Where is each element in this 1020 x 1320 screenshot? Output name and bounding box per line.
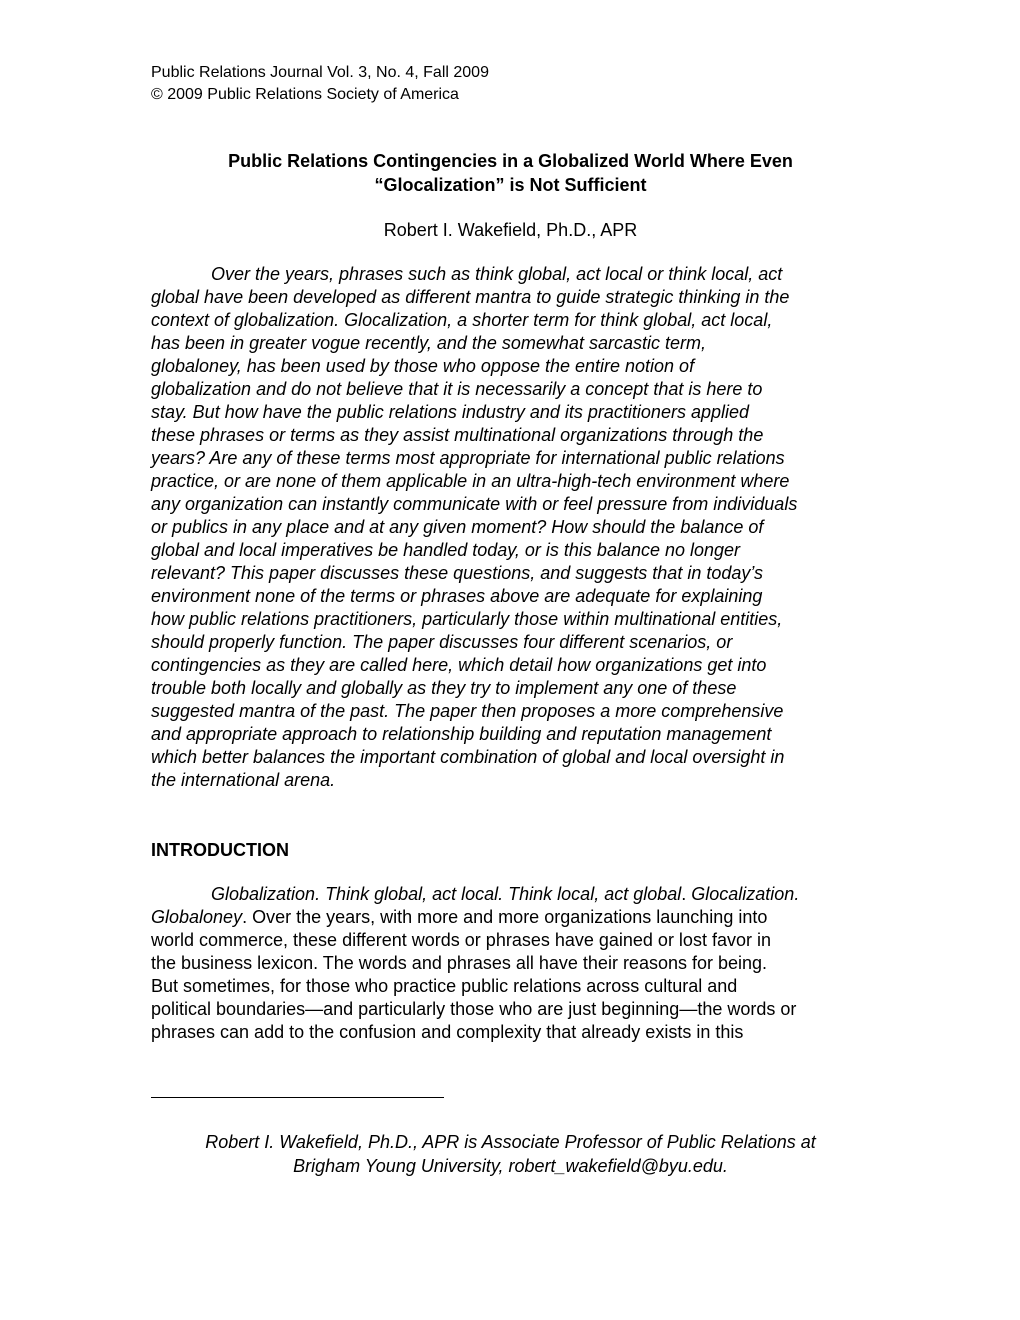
intro-italic-glocalization: Glocalization. [691, 884, 800, 904]
abstract-line: or publics in any place and at any given moment? How should the balance of [151, 517, 764, 537]
abstract-line: should properly function. The paper discusses four different scenarios, or [151, 632, 733, 652]
abstract-line: stay. But how have the public relations industry and its practitioners applied [151, 402, 749, 422]
copyright-notice: © 2009 Public Relations Society of America [151, 86, 459, 103]
intro-period: . [681, 884, 692, 904]
abstract-line: Over the years, phrases such as think global, act local or think local, act [211, 264, 783, 284]
abstract-line: any organization can instantly communicate with or feel pressure from individuals [151, 494, 798, 514]
intro-line: world commerce, these different words or phrases have gained or lost favor in [151, 930, 771, 950]
intro-line: political boundaries—and particularly those who are just beginning—the words or [151, 999, 797, 1019]
footnote-line-2: Brigham Young University, robert_wakefield@byu.edu. [293, 1156, 728, 1176]
abstract-line: years? Are any of these terms most appropriate for international public relations [151, 448, 785, 468]
abstract-line: the international arena. [151, 770, 336, 790]
abstract-line: environment none of the terms or phrases above are adequate for explaining [151, 586, 763, 606]
abstract-line: contingencies as they are called here, which detail how organizations get into [151, 655, 767, 675]
abstract-line: global have been developed as different mantra to guide strategic thinking in the [151, 287, 790, 307]
author-byline: Robert I. Wakefield, Ph.D., APR [383, 220, 638, 240]
abstract-line: has been in greater vogue recently, and the somewhat sarcastic term, [151, 333, 706, 353]
abstract-line: which better balances the important combination of global and local oversight in [151, 747, 785, 767]
abstract-line: how public relations practitioners, particularly those within multinational entities, [151, 609, 783, 629]
abstract-line: practice, or are none of them applicable in an ultra-high-tech environment where [151, 471, 790, 491]
author-footnote [151, 1130, 870, 1178]
abstract-line: globalization and do not believe that it is necessarily a concept that is here to [151, 379, 763, 399]
abstract-line: these phrases or terms as they assist multinational organizations through the [151, 425, 764, 445]
abstract-line: globaloney, has been used by those who oppose the entire notion of [151, 356, 695, 376]
intro-line: phrases can add to the confusion and complexity that already exists in this [151, 1022, 744, 1042]
abstract-line: suggested mantra of the past. The paper then proposes a more comprehensive [151, 701, 784, 721]
footnote-separator [151, 1097, 444, 1098]
article-title-line-2: “Glocalization” is Not Sufficient [374, 175, 647, 195]
intro-line [151, 883, 870, 906]
intro-line [151, 906, 870, 929]
abstract-line: global and local imperatives be handled today, or is this balance no longer [151, 540, 741, 560]
intro-line: But sometimes, for those who practice public relations across cultural and [151, 976, 738, 996]
abstract-line: and appropriate approach to relationship building and reputation management [151, 724, 772, 744]
abstract-line: context of globalization. Glocalization, a shorter term for think global, act local, [151, 310, 773, 330]
section-heading-introduction: INTRODUCTION [151, 840, 289, 860]
journal-header [151, 62, 489, 106]
introduction-paragraph [151, 883, 870, 1044]
journal-citation: Public Relations Journal Vol. 3, No. 4, Fall 2009 [151, 64, 489, 81]
intro-line: the business lexicon. The words and phrases all have their reasons for being. [151, 953, 768, 973]
abstract-line: relevant? This paper discusses these questions, and suggests that in today’s [151, 563, 764, 583]
abstract [151, 263, 870, 792]
article-title [151, 149, 870, 197]
intro-italic-phrases: Globalization. Think global, act local. Think local, act global [211, 884, 682, 904]
abstract-line: trouble both locally and globally as they try to implement any one of these [151, 678, 737, 698]
footnote-line-1: Robert I. Wakefield, Ph.D., APR is Associate Professor of Public Relations at [205, 1132, 816, 1152]
intro-line-rest: . Over the years, with more and more organizations launching into [242, 907, 768, 927]
intro-italic-globaloney: Globaloney [151, 907, 243, 927]
article-title-line-1: Public Relations Contingencies in a Globalized World Where Even [228, 151, 793, 171]
